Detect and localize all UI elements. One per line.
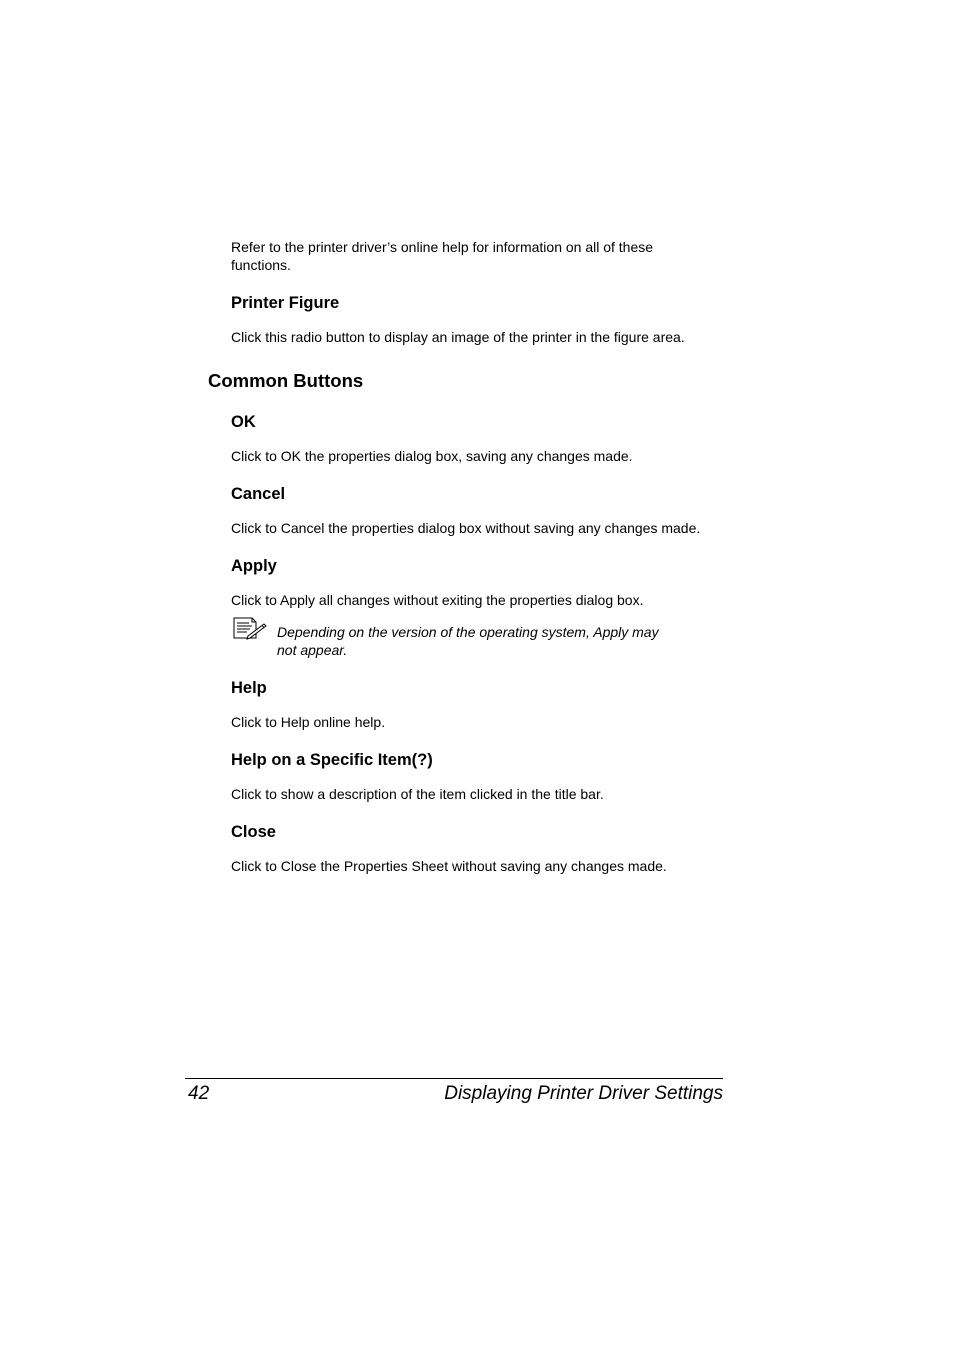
ok-heading: OK	[231, 413, 256, 431]
intro-line-2: functions.	[231, 257, 291, 273]
footer-rule	[185, 1078, 723, 1079]
printer-figure-text: Click this radio button to display an image of the printer in the figure area.	[231, 329, 685, 345]
help-specific-heading: Help on a Specific Item(?)	[231, 751, 433, 769]
footer-title: Displaying Printer Driver Settings	[444, 1083, 723, 1104]
close-text: Click to Close the Properties Sheet without saving any changes made.	[231, 858, 667, 874]
close-heading: Close	[231, 823, 276, 841]
note-line-2: not appear.	[277, 642, 348, 658]
printer-figure-heading: Printer Figure	[231, 294, 340, 312]
note-line-1: Depending on the version of the operating system, Apply may	[277, 624, 659, 640]
help-heading: Help	[231, 679, 267, 697]
ok-text: Click to OK the properties dialog box, saving any changes made.	[231, 448, 633, 464]
cancel-heading: Cancel	[231, 485, 286, 503]
help-specific-text: Click to show a description of the item clicked in the title bar.	[231, 786, 604, 802]
cancel-text: Click to Cancel the properties dialog box without saving any changes made.	[231, 520, 701, 536]
intro-line-1: Refer to the printer driver’s online help for information on all of these	[231, 239, 654, 255]
note-pencil-icon	[232, 616, 268, 640]
apply-text: Click to Apply all changes without exiting the properties dialog box.	[231, 592, 644, 608]
page-number: 42	[188, 1083, 210, 1104]
apply-heading: Apply	[231, 557, 277, 575]
help-text: Click to Help online help.	[231, 714, 386, 730]
common-buttons-heading: Common Buttons	[208, 370, 364, 391]
